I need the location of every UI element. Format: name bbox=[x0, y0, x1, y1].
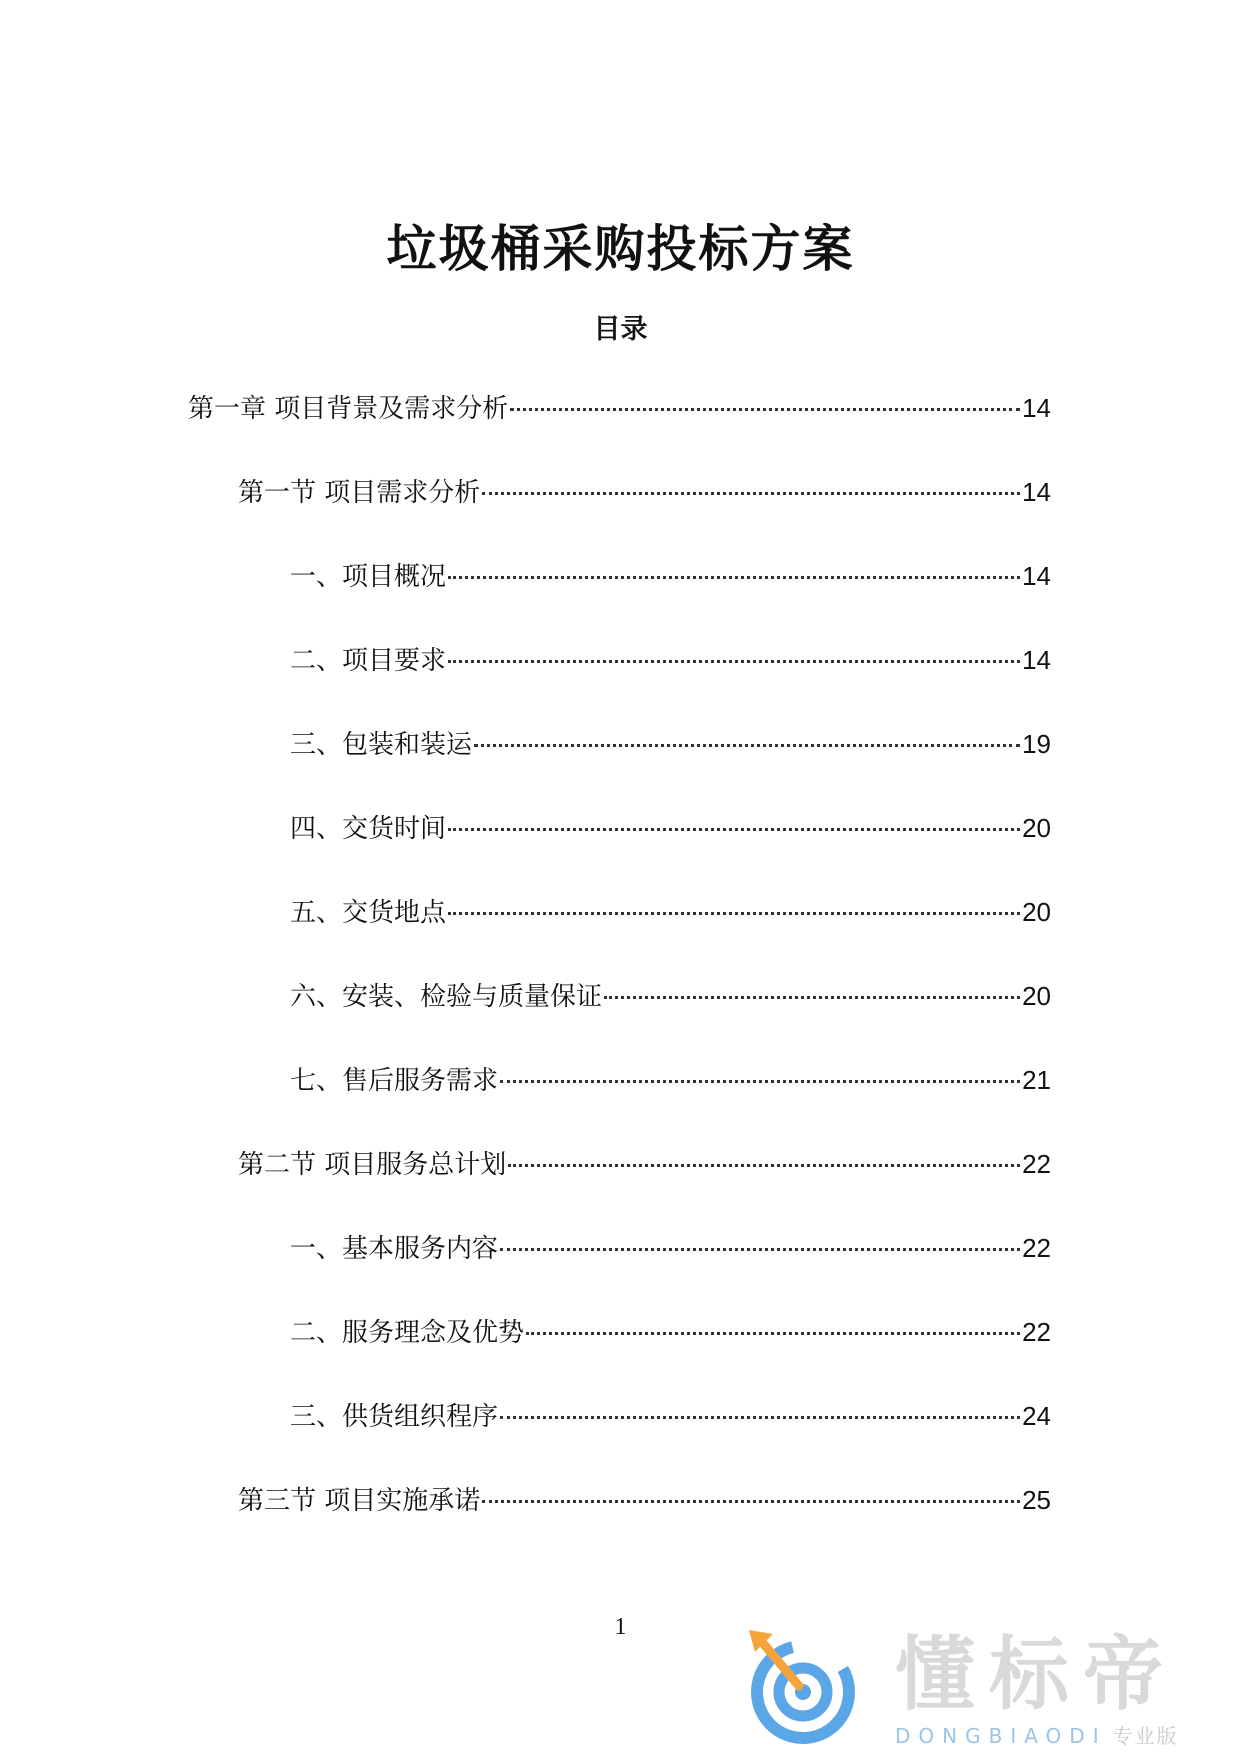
toc-dot-leader bbox=[482, 1500, 1020, 1503]
toc-entry[interactable] bbox=[238, 474, 1051, 558]
toc-entry-text: 二、服务理念及优势 bbox=[290, 1318, 525, 1348]
table-of-contents bbox=[0, 390, 1241, 1566]
watermark-edition: 专业版 bbox=[1112, 1724, 1179, 1748]
toc-entry[interactable] bbox=[290, 1230, 1051, 1314]
toc-entry[interactable] bbox=[290, 1398, 1051, 1482]
toc-dot-leader bbox=[500, 1416, 1020, 1419]
toc-entry[interactable] bbox=[290, 1062, 1051, 1146]
watermark-subtitle-text: DONGBIAODI bbox=[895, 1724, 1107, 1748]
toc-entry-text: 二、项目要求 bbox=[290, 646, 447, 676]
toc-dot-leader bbox=[604, 996, 1020, 999]
toc-entry[interactable] bbox=[290, 810, 1051, 894]
toc-entry[interactable] bbox=[290, 558, 1051, 642]
toc-dot-leader bbox=[500, 1080, 1020, 1083]
toc-dot-leader bbox=[500, 1248, 1020, 1251]
toc-entry-page: 14 bbox=[1022, 561, 1051, 591]
toc-dot-leader bbox=[448, 576, 1020, 579]
toc-entry-text: 第一章 项目背景及需求分析 bbox=[188, 394, 509, 424]
toc-entry-page: 22 bbox=[1022, 1317, 1051, 1347]
toc-dot-leader bbox=[448, 660, 1020, 663]
toc-entry-text: 一、基本服务内容 bbox=[290, 1234, 499, 1264]
toc-entry-text: 五、交货地点 bbox=[290, 898, 447, 928]
watermark bbox=[745, 1628, 1225, 1748]
toc-dot-leader bbox=[482, 492, 1020, 495]
toc-heading: 目录 bbox=[593, 314, 648, 345]
toc-entry-page: 20 bbox=[1022, 897, 1051, 927]
toc-entry-page: 14 bbox=[1022, 477, 1051, 507]
toc-entry-text: 三、供货组织程序 bbox=[290, 1402, 499, 1432]
toc-entry-page: 22 bbox=[1022, 1233, 1051, 1263]
toc-entry[interactable] bbox=[290, 642, 1051, 726]
toc-entry-text: 第三节 项目实施承诺 bbox=[238, 1486, 481, 1516]
toc-dot-leader bbox=[448, 912, 1020, 915]
toc-dot-leader bbox=[508, 1164, 1020, 1167]
toc-entry-page: 19 bbox=[1022, 729, 1051, 759]
page-number: 1 bbox=[614, 1614, 627, 1640]
toc-entry-text: 一、项目概况 bbox=[290, 562, 447, 592]
toc-dot-leader bbox=[448, 828, 1020, 831]
toc-dot-leader bbox=[510, 408, 1020, 411]
toc-entry[interactable] bbox=[238, 1482, 1051, 1566]
toc-entry[interactable] bbox=[188, 390, 1051, 474]
toc-entry[interactable] bbox=[290, 894, 1051, 978]
toc-entry-page: 24 bbox=[1022, 1401, 1051, 1431]
toc-entry[interactable] bbox=[290, 726, 1051, 810]
toc-entry-page: 20 bbox=[1022, 981, 1051, 1011]
toc-entry-page: 25 bbox=[1022, 1485, 1051, 1515]
toc-entry-page: 14 bbox=[1022, 645, 1051, 675]
toc-entry-text: 第二节 项目服务总计划 bbox=[238, 1150, 507, 1180]
toc-dot-leader bbox=[526, 1332, 1020, 1335]
toc-entry[interactable] bbox=[290, 978, 1051, 1062]
toc-entry-page: 20 bbox=[1022, 813, 1051, 843]
toc-entry-page: 22 bbox=[1022, 1149, 1051, 1179]
watermark-brand: 懂标帝 bbox=[895, 1628, 1177, 1721]
toc-entry-text: 三、包装和装运 bbox=[290, 730, 473, 760]
toc-entry-text: 六、安装、检验与质量保证 bbox=[290, 982, 603, 1012]
toc-entry-text: 四、交货时间 bbox=[290, 814, 447, 844]
toc-entry[interactable] bbox=[290, 1314, 1051, 1398]
document-title: 垃圾桶采购投标方案 bbox=[386, 219, 855, 278]
toc-entry[interactable] bbox=[238, 1146, 1051, 1230]
toc-entry-page: 21 bbox=[1022, 1065, 1051, 1095]
toc-entry-text: 第一节 项目需求分析 bbox=[238, 478, 481, 508]
target-arrow-icon bbox=[745, 1628, 865, 1748]
toc-entry-page: 14 bbox=[1022, 393, 1051, 423]
toc-entry-text: 七、售后服务需求 bbox=[290, 1066, 499, 1096]
toc-dot-leader bbox=[474, 744, 1020, 747]
watermark-subtitle bbox=[895, 1724, 1179, 1748]
